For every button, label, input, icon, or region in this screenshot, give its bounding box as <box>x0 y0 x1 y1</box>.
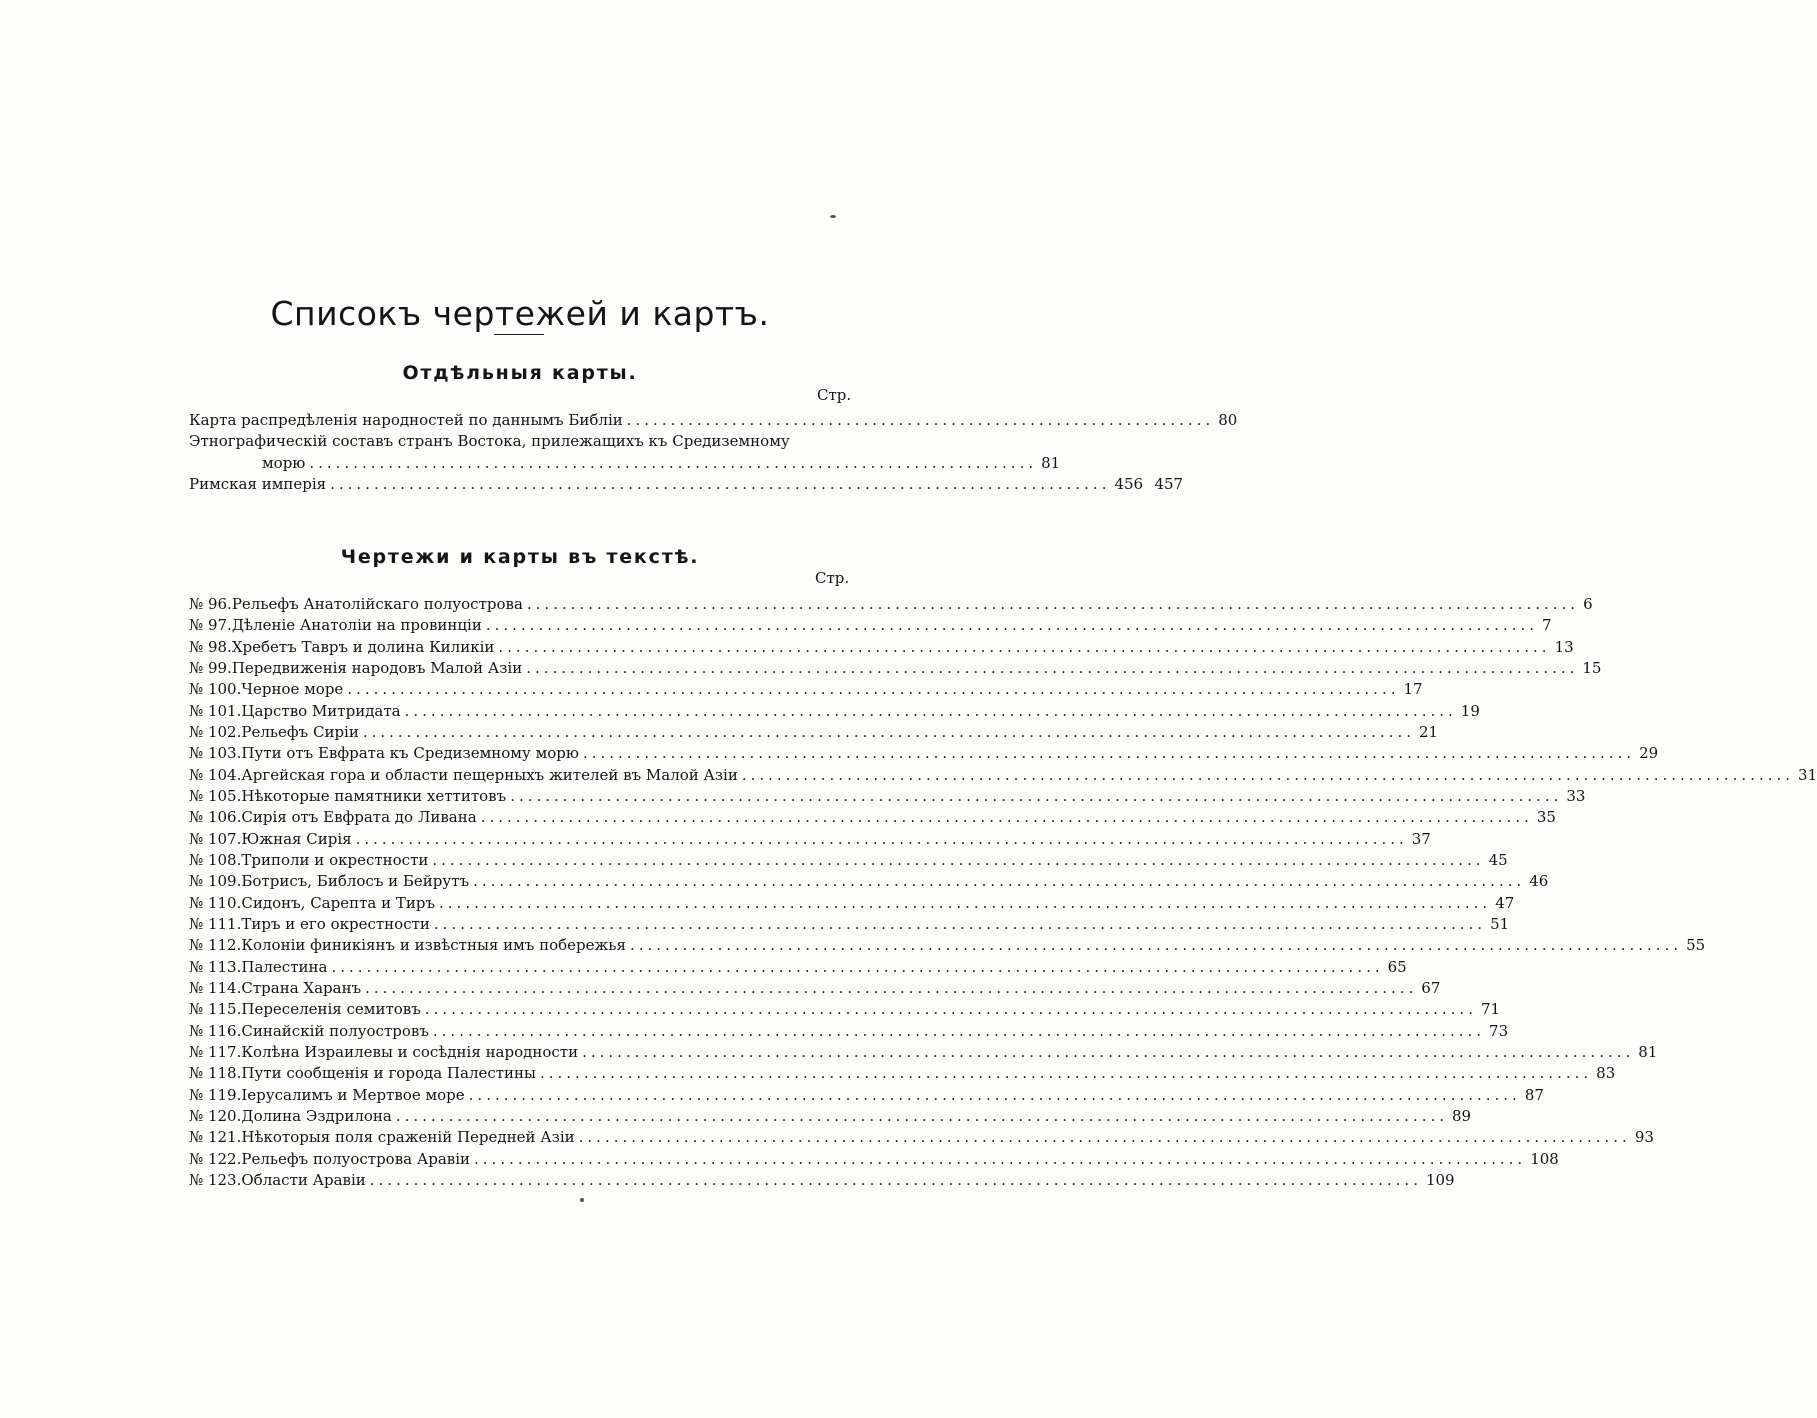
leader-dots: ........................................................................................................................ <box>578 1128 1631 1146</box>
item-title: Колоніи финикіянъ и извѣстныя имъ побережья <box>241 936 626 954</box>
item-number: № 118. <box>189 1064 242 1082</box>
item-title: Нѣкоторыя поля сраженій Передней Азіи <box>241 1128 575 1146</box>
item-number: № 109. <box>189 872 242 890</box>
item-page: 46 <box>1529 872 1549 890</box>
item-title: Нѣкоторые памятники хеттитовъ <box>241 787 507 805</box>
item-title: Синайскій полуостровъ <box>241 1022 429 1040</box>
list-item <box>189 1170 1455 1190</box>
item-number: № 110. <box>189 894 242 912</box>
leader-dots: ........................................................................................................................ <box>404 702 1457 720</box>
item-page: 67 <box>1421 979 1441 997</box>
list-item <box>189 1149 1559 1169</box>
item-page: 73 <box>1489 1022 1509 1040</box>
item-page: 17 <box>1403 680 1423 698</box>
leader-dots: ........................................................................................................................ <box>468 1086 1521 1104</box>
page-column-label: Стр. <box>815 569 850 587</box>
leader-dots: ........................................................................................................................ <box>347 680 1400 698</box>
item-title: Іерусалимъ и Мертвое море <box>241 1086 465 1104</box>
leader-dots: ........................................................................................................................ <box>539 1064 1593 1082</box>
item-page: 35 <box>1536 808 1556 826</box>
item-page: 55 <box>1686 936 1706 954</box>
list-item <box>189 871 1549 891</box>
leader-dots: ......................................................................................... <box>330 475 1111 493</box>
item-number: № 98. <box>189 638 232 656</box>
leader-dots: ................................................................... <box>626 411 1215 429</box>
leader-dots: ........................................................................................................................ <box>582 744 1636 762</box>
item-number: № 96. <box>189 595 232 613</box>
item-title: Сидонъ, Сарепта и Тиръ <box>241 894 436 912</box>
item-title: морю <box>262 454 306 472</box>
list-item <box>189 701 1480 721</box>
item-title: Пути отъ Евфрата къ Средиземному морю <box>241 744 579 762</box>
item-page: 51 <box>1490 915 1510 933</box>
item-title: Области Аравіи <box>241 1171 366 1189</box>
item-page: 19 <box>1460 702 1480 720</box>
item-title: Дѣленіе Анатоліи на провинціи <box>231 616 482 634</box>
list-item <box>189 615 1552 635</box>
leader-dots: ........................................................................................................................ <box>474 1150 1527 1168</box>
item-page-start: 456 <box>1114 475 1144 493</box>
item-page: 37 <box>1411 830 1431 848</box>
list-item <box>189 978 1441 998</box>
item-page: 109 <box>1425 1171 1455 1189</box>
list-item <box>189 594 1593 614</box>
item-title: Рельефъ Сиріи <box>241 723 359 741</box>
leader-dots: ........................................................................................................................ <box>395 1107 1449 1125</box>
item-title: Долина Эздрилона <box>241 1107 392 1125</box>
item-page: 29 <box>1639 744 1659 762</box>
list-item <box>189 935 1706 955</box>
item-number: № 120. <box>189 1107 242 1125</box>
item-number: № 123. <box>189 1171 242 1189</box>
list-item <box>189 1021 1509 1041</box>
list-item <box>189 1042 1658 1062</box>
leader-dots: ........................................................................................................................ <box>331 958 1384 976</box>
leader-dots: ........................................................................................................................ <box>480 808 1533 826</box>
item-page: 13 <box>1554 638 1574 656</box>
item-number: № 119. <box>189 1086 242 1104</box>
item-number: № 106. <box>189 808 242 826</box>
item-title: Карта распредѣленія народностей по даннымъ Библіи <box>189 411 623 429</box>
item-page: 108 <box>1530 1150 1559 1168</box>
leader-dots: ........................................................................................................................ <box>473 872 1526 890</box>
item-title: Тиръ и его окрестности <box>241 915 430 933</box>
item-page: 80 <box>1218 411 1238 429</box>
item-title: Сирія отъ Евфрата до Ливана <box>241 808 477 826</box>
list-item <box>262 453 1061 473</box>
leader-dots: ........................................................................................................................ <box>369 1171 1422 1189</box>
item-number: № 116. <box>189 1022 242 1040</box>
item-title: Царство Митридата <box>241 702 401 720</box>
item-title: Триполи и окрестности <box>241 851 429 869</box>
list-item <box>189 807 1556 827</box>
item-number: № 111. <box>189 915 242 933</box>
leader-dots: ........................................................................................................................ <box>485 616 1539 634</box>
item-page: 33 <box>1566 787 1586 805</box>
scan-speck <box>830 215 836 218</box>
item-page: 45 <box>1488 851 1508 869</box>
leader-dots: ........................................................................................................................ <box>526 659 1579 677</box>
item-title: Черное море <box>241 680 344 698</box>
item-page: 71 <box>1480 1000 1501 1018</box>
list-item <box>189 722 1439 742</box>
leader-dots: ........................................................................................................................ <box>582 1043 1635 1061</box>
item-number: № 113. <box>189 958 242 976</box>
list-item <box>189 410 1238 430</box>
item-number: № 108. <box>189 851 242 869</box>
scan-speck <box>580 1198 584 1202</box>
leader-dots: ........................................................................................................................ <box>355 830 1408 848</box>
leader-dots: ........................................................................................................................ <box>526 595 1580 613</box>
item-number: № 107. <box>189 830 242 848</box>
list-item <box>189 637 1574 657</box>
leader-dots: ........................................................................................................................ <box>439 894 1492 912</box>
item-number: № 112. <box>189 936 242 954</box>
item-page: 7 <box>1542 616 1552 634</box>
item-number: № 117. <box>189 1043 242 1061</box>
item-title: Пути сообщенія и города Палестины <box>241 1064 536 1082</box>
item-page: 47 <box>1495 894 1515 912</box>
item-page: 83 <box>1596 1064 1616 1082</box>
item-number: № 99. <box>189 659 232 677</box>
item-page: 31 <box>1798 766 1817 784</box>
leader-dots: ........................................................................................................................ <box>365 979 1418 997</box>
item-page: 457 <box>1154 475 1184 493</box>
list-item <box>189 765 1817 785</box>
title-divider <box>494 334 544 335</box>
list-item <box>189 1127 1654 1147</box>
section-heading-in-text: Чертежи и карты въ текстѣ. <box>340 546 700 568</box>
leader-dots: ........................................................................................................................ <box>433 915 1487 933</box>
item-page: 87 <box>1524 1086 1544 1104</box>
list-item <box>189 679 1423 699</box>
item-number: № 115. <box>189 1000 242 1018</box>
leader-dots: ........................................................................................................................ <box>362 723 1416 741</box>
list-item <box>189 431 851 451</box>
list-item <box>189 850 1508 870</box>
list-item <box>189 658 1602 678</box>
item-number: № 97. <box>189 616 232 634</box>
item-title: Рельефъ полуострова Аравіи <box>241 1150 471 1168</box>
list-item <box>189 999 1501 1019</box>
item-title: Рельефъ Анатолійскаго полуострова <box>231 595 523 613</box>
item-page: 93 <box>1634 1128 1654 1146</box>
item-page: 15 <box>1582 659 1602 677</box>
leader-dots: ........................................................................................................................ <box>432 851 1485 869</box>
list-item <box>189 957 1407 977</box>
item-title: Этнографическій составъ странъ Востока, прилежащихъ къ Средиземному <box>189 432 790 450</box>
page-title: Списокъ чертежей и картъ. <box>270 294 770 334</box>
section-heading-separate-maps: Отдѣльныя карты. <box>402 362 638 384</box>
list-item <box>189 1106 1472 1126</box>
item-title: Ботрисъ, Библосъ и Бейрутъ <box>241 872 470 890</box>
item-title: Колѣна Израилевы и сосѣднія народности <box>241 1043 579 1061</box>
item-number: № 114. <box>189 979 242 997</box>
item-number: № 101. <box>189 702 242 720</box>
item-page: 6 <box>1583 595 1593 613</box>
item-title: Южная Сирія <box>241 830 352 848</box>
leader-dots: ........................................................................................................................ <box>510 787 1563 805</box>
list-item <box>189 829 1431 849</box>
list-item <box>189 1063 1616 1083</box>
page-column-label: Стр. <box>817 386 852 404</box>
item-page: 89 <box>1452 1107 1472 1125</box>
item-page: 81 <box>1638 1043 1658 1061</box>
leader-dots: ........................................................................................................................ <box>629 936 1683 954</box>
item-number: № 121. <box>189 1128 242 1146</box>
leader-dots: ........................................................................................................................ <box>741 766 1795 784</box>
leader-dots: ........................................................................................................................ <box>424 1000 1477 1018</box>
item-number: № 105. <box>189 787 242 805</box>
list-item <box>189 786 1586 806</box>
leader-dots: ................................................................................... <box>309 454 1038 472</box>
item-title: Римская имперія <box>189 475 327 493</box>
item-number: № 104. <box>189 766 242 784</box>
list-item <box>189 914 1510 934</box>
item-number: № 100. <box>189 680 242 698</box>
item-number: № 102. <box>189 723 242 741</box>
item-page: 21 <box>1419 723 1439 741</box>
item-number: № 103. <box>189 744 242 762</box>
item-number: № 122. <box>189 1150 242 1168</box>
list-item <box>189 474 1184 494</box>
list-item <box>189 743 1659 763</box>
item-title: Аргейская гора и области пещерныхъ жителей въ Малой Азіи <box>241 766 738 784</box>
list-item <box>189 1085 1544 1105</box>
item-page: 65 <box>1387 958 1407 976</box>
item-title: Передвиженія народовъ Малой Азіи <box>231 659 523 677</box>
item-title: Палестина <box>241 958 328 976</box>
item-title: Переселенія семитовъ <box>241 1000 421 1018</box>
leader-dots: ........................................................................................................................ <box>498 638 1551 656</box>
item-page: 81 <box>1041 454 1061 472</box>
item-title: Хребетъ Тавръ и долина Киликіи <box>231 638 495 656</box>
leader-dots: ........................................................................................................................ <box>432 1022 1486 1040</box>
item-title: Страна Харанъ <box>241 979 362 997</box>
list-item <box>189 893 1515 913</box>
